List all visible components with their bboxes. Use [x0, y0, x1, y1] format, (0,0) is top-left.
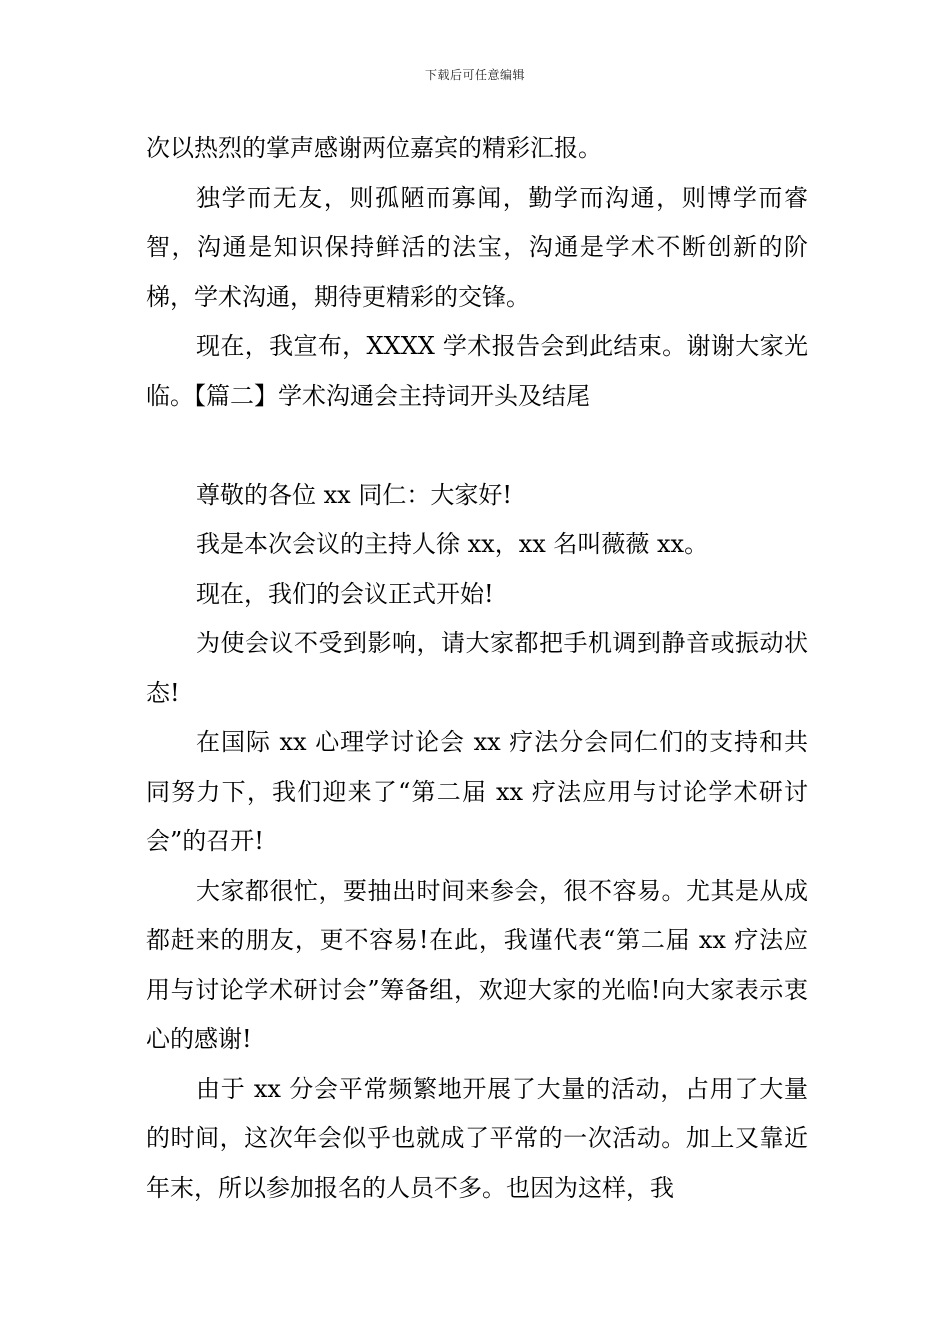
paragraph-host-intro: 我是本次会议的主持人徐 xx，xx 名叫薇薇 xx。: [196, 530, 709, 558]
paragraph-background: 由于 xx 分会平常频繁地开展了大量的活动，占用了大量的时间，这次年会似乎也就成了平常的一次活动。加上又靠近年末，所以参加报名的人员不多。也因为这样，我: [146, 1074, 808, 1202]
paragraph-communication: 独学而无友，则孤陋而寡闻，勤学而沟通，则博学而睿智，沟通是知识保持鲜活的法宝，沟通是学术不断创新的阶梯，学术沟通，期待更精彩的交锋。: [146, 183, 808, 311]
paragraph-welcome: 大家都很忙，要抽出时间来参会，很不容易。尤其是从成都赶来的朋友，更不容易!在此，我谨代表“第二届 xx 疗法应用与讨论学术研讨会”筹备组，欢迎大家的光临!向大家表示衷心的感谢!: [146, 876, 808, 1053]
document-body: [146, 124, 808, 1213]
paragraph-conference-intro: 在国际 xx 心理学讨论会 xx 疗法分会同仁们的支持和共同努力下，我们迎来了“第二届 xx 疗法应用与讨论学术研讨会”的召开!: [146, 728, 808, 855]
paragraph-conclusion: 现在，我宣布，XXXX 学术报告会到此结束。谢谢大家光临。【篇二】学术沟通会主持词开头及结尾: [146, 332, 808, 410]
blank-line: [146, 421, 808, 471]
paragraph-closing-thanks: 次以热烈的掌声感谢两位嘉宾的精彩汇报。: [146, 134, 602, 162]
paragraph-phone-notice: 为使会议不受到影响，请大家都把手机调到静音或振动状态!: [146, 629, 808, 707]
page-header: 下载后可任意编辑: [424, 68, 525, 82]
paragraph-meeting-start: 现在，我们的会议正式开始!: [196, 579, 494, 608]
paragraph-greeting: 尊敬的各位 xx 同仁：大家好!: [196, 480, 512, 509]
